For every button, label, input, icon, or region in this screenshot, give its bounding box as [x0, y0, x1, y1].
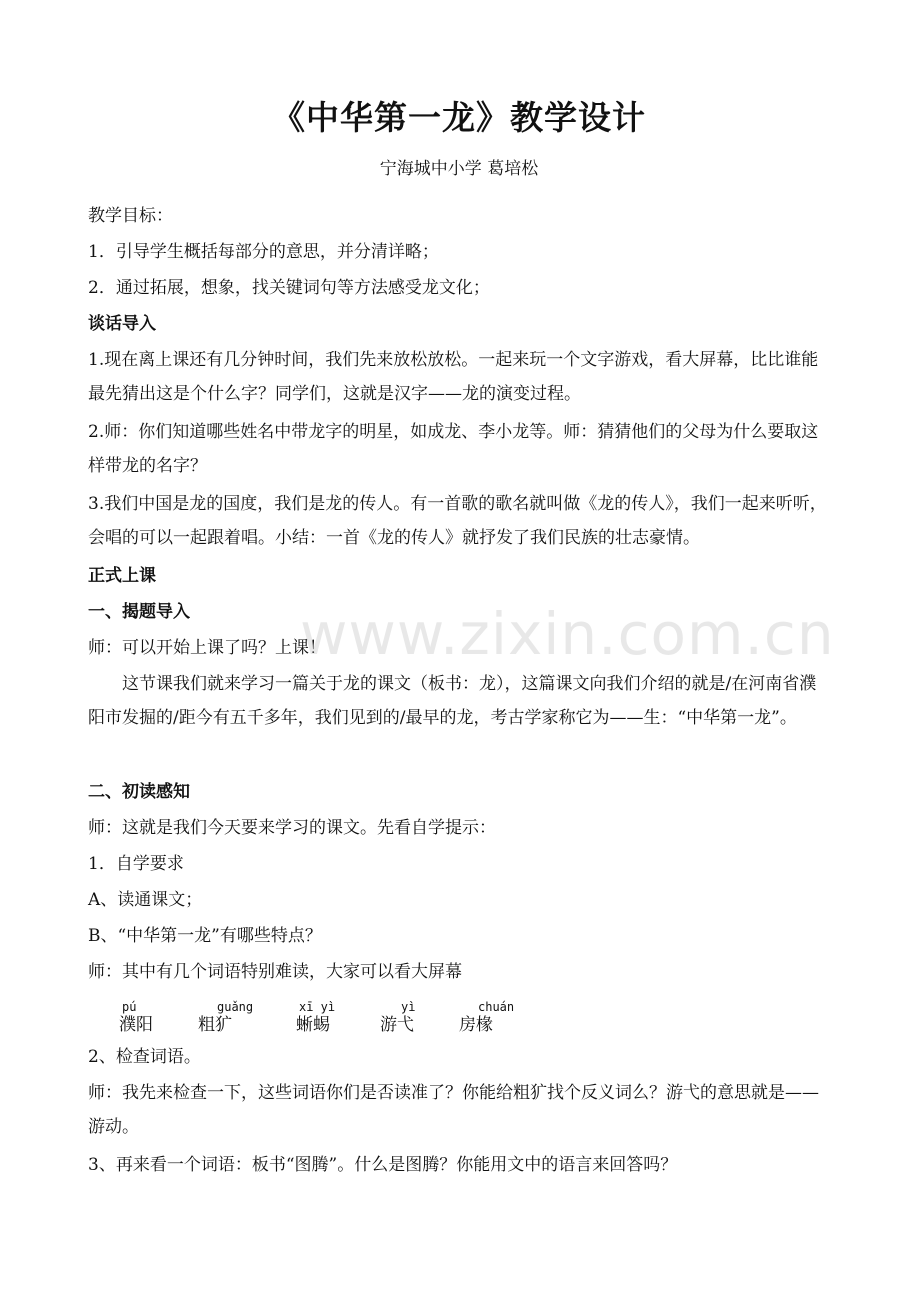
- document-title: 《中华第一龙》教学设计: [272, 98, 646, 137]
- pinyin-annotation: pú: [122, 1000, 137, 1014]
- pinyin-word-text: 游弋: [380, 1015, 414, 1035]
- pinyin-annotation: yì: [401, 1000, 416, 1014]
- intro-paragraph-2: 2.师：你们知道哪些姓名中带龙字的明星，如成龙、李小龙等。师：猜猜他们的父母为什么要取这样带龙的名字？: [88, 422, 819, 476]
- pinyin-annotation: xī yì: [299, 1000, 336, 1014]
- part2-line: 师：这就是我们今天要来学习的课文。先看自学提示：: [88, 818, 496, 838]
- pinyin-word-text: 粗犷: [198, 1015, 232, 1035]
- pinyin-word-text: 房椽: [459, 1015, 493, 1035]
- goals-heading: 教学目标：: [88, 206, 173, 226]
- item-3: 3、再来看一个词语：板书“图腾”。什么是图腾？你能用文中的语言来回答吗？: [88, 1155, 678, 1175]
- pinyin-word-list: [88, 1000, 830, 1040]
- pinyin-word-text: 濮阳: [119, 1015, 153, 1035]
- hard-words-line: 师：其中有几个词语特别难读，大家可以看大屏幕: [88, 962, 462, 982]
- intro-paragraph-1: 1.现在离上课还有几分钟时间，我们先来放松放松。一起来玩一个文字游戏，看大屏幕，比比谁能最先猜出这是个什么字？同学们，这就是汉字——龙的演变过程。: [88, 350, 819, 404]
- pinyin-annotation: chuán: [478, 1000, 515, 1014]
- requirement-b: B、“中华第一龙”有哪些特点？: [88, 926, 322, 946]
- watermark: www.zixin.com.cn: [300, 600, 835, 668]
- author-line: 宁海城中小学 葛培松: [379, 159, 539, 179]
- goal-2: 2．通过拓展，想象，找关键词句等方法感受龙文化；: [88, 278, 490, 298]
- part1-paragraph: 这节课我们就来学习一篇关于龙的课文（板书：龙），这篇课文向我们介绍的就是/在河南省濮阳市发掘的/距今有五千多年，我们见到的/最早的龙，考古学家称它为——生：“中华第一龙”。: [88, 674, 817, 728]
- part1-line: 师：可以开始上课了吗？上课！: [88, 638, 326, 658]
- part2-heading: 二、初读感知: [88, 782, 190, 802]
- pinyin-annotation: guǎng: [217, 1000, 254, 1014]
- part1-heading: 一、揭题导入: [88, 602, 190, 622]
- check-paragraph: 师：我先来检查一下，这些词语你们是否读准了？你能给粗犷找个反义词么？游弋的意思就是——游动。: [88, 1083, 819, 1137]
- check-heading: 2、检查词语。: [88, 1047, 201, 1067]
- section-intro-heading: 谈话导入: [88, 314, 156, 334]
- pinyin-word-text: 蜥蜴: [296, 1015, 330, 1035]
- requirement-a: A、读通课文；: [88, 890, 203, 910]
- self-study-heading: 1．自学要求: [88, 854, 184, 874]
- goal-1: 1．引导学生概括每部分的意思，并分清详略；: [88, 242, 439, 262]
- section-formal-heading: 正式上课: [88, 566, 156, 586]
- intro-paragraph-3: 3.我们中国是龙的国度，我们是龙的传人。有一首歌的歌名就叫做《龙的传人》，我们一起来听听，会唱的可以一起跟着唱。小结：一首《龙的传人》就抒发了我们民族的壮志豪情。: [88, 494, 827, 548]
